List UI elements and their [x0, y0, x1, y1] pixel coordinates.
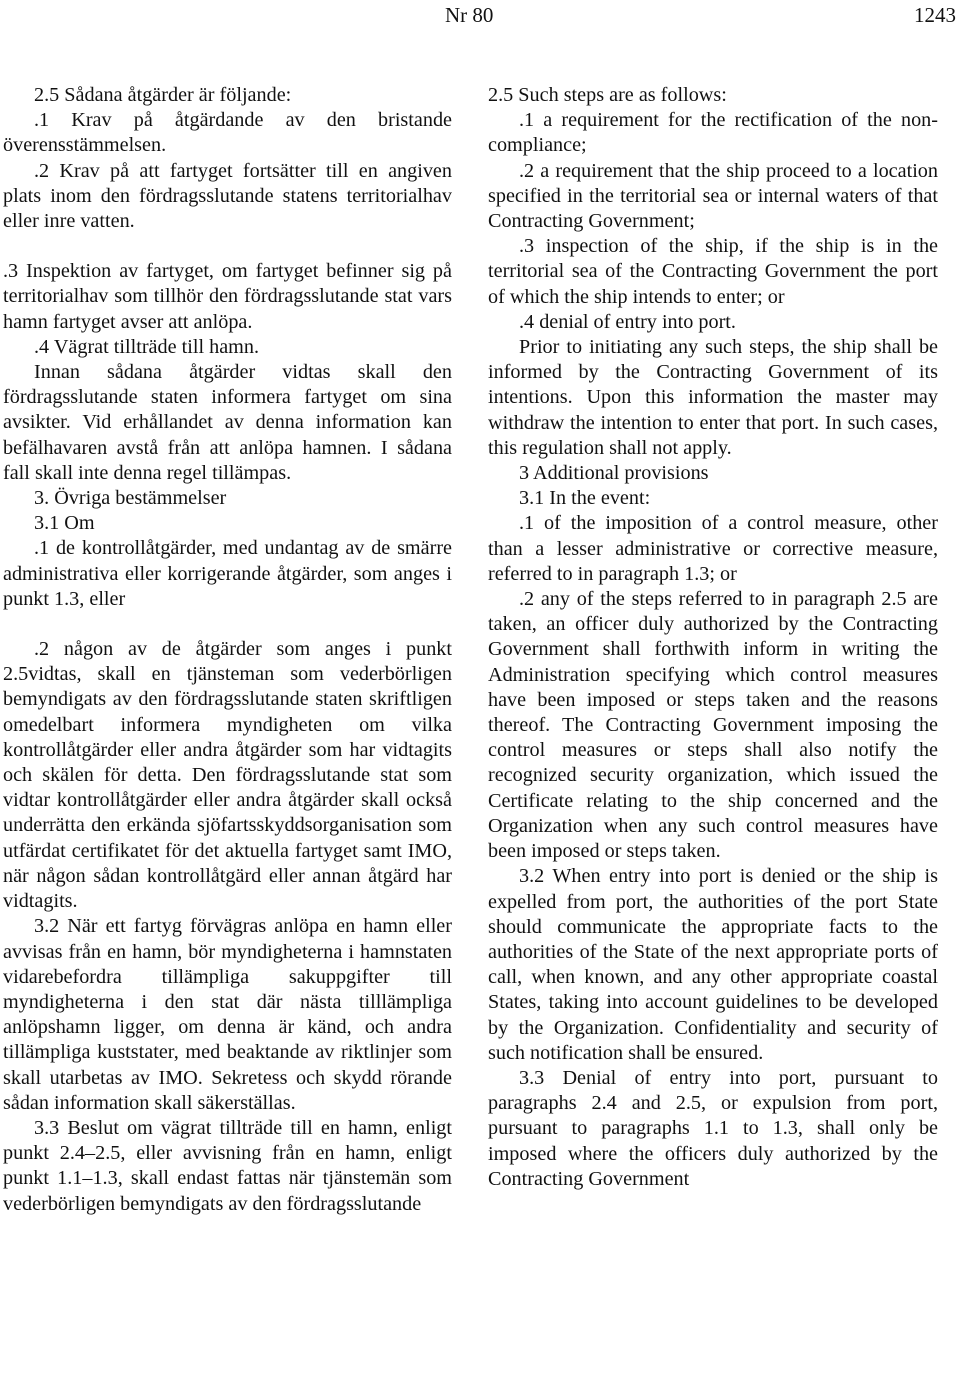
- spacer: [3, 612, 452, 637]
- en-item-3-1-2: .2 any of the steps referred to in paragraph 2.5 are taken, an officer duly authorized by the Contracting Government shall forthwith inform in writing the Administration specifying which control measures have been imposed or steps taken and the reasons thereof. The Contracting Government imposing the control measures or steps shall also notify the recognized security organization, which issued the Certificate relating to the ship concerned and the Organization when any such control measures have been imposed or steps taken.: [488, 588, 938, 863]
- sv-para-prior: Innan sådana åtgärder vidtas skall den fördragsslutande staten informera fartyget om sina avsikter. Vid erhållandet av denna information kan befälhavaren avstå från att anlöpa hamnen. I sådana fall skall inte denna regel tillämpas.: [3, 361, 452, 484]
- en-para-3-2: 3.2 When entry into port is denied or the ship is expelled from port, the authorities of the port State should communicate the appropriate facts to the authorities of the State of the next appropriate ports of call, when known, and any other appropriate coastal States, taking into account guidelines to be developed by the Organization. Confidentiality and security of such notification shall be ensured.: [488, 865, 938, 1064]
- en-item-3: .3 inspection of the ship, if the ship is in the territorial sea of the Contracting Government the port of which the ship intends to enter; or: [488, 235, 938, 308]
- spacer: [3, 234, 452, 259]
- en-item-3-1-1: .1 of the imposition of a control measure, other than a lesser administrative or corrective measure, referred to in paragraph 1.3; or: [488, 512, 938, 585]
- en-para-2-5: 2.5 Such steps are as follows:: [488, 84, 727, 106]
- sv-item-1: .1 Krav på åtgärdande av den bristande överensstämmelsen.: [3, 109, 452, 157]
- issue-number: Nr 80: [445, 3, 494, 27]
- sv-para-3-2: 3.2 När ett fartyg förvägras anlöpa en hamn eller avvisas från en hamn, bör myndigheterna i hamnstaten vidarebefordra tillämpliga sakuppgifter till myndigheterna i den stat där nästa tilllämpliga anlöpshamn ligger, om denna är känd, och andra tillämpliga kuststater, med beaktande av riktlinjer som skall utarbetas av IMO. Sekretess och skydd rörande sådan information skall säkerställas.: [3, 915, 452, 1114]
- en-item-4: .4 denial of entry into port.: [519, 310, 736, 333]
- sv-item-3: .3 Inspektion av fartyget, om fartyget befinner sig på territorialhav som tillhör den fördragsslutande stat vars hamn fartyget avser att anlöpa.: [3, 260, 452, 333]
- sv-item-4: .4 Vägrat tillträde till hamn.: [34, 335, 259, 358]
- sv-para-3-1: 3.1 Om: [34, 512, 95, 535]
- page-header: [0, 0, 960, 34]
- en-para-3-3: 3.3 Denial of entry into port, pursuant to paragraphs 2.4 and 2.5, or expulsion from port, pursuant to paragraphs 1.1 to 1.3, shall only be imposed where the officers duly authorized by the Contracting Government: [488, 1066, 938, 1190]
- en-item-2: .2 a requirement that the ship proceed to a location specified in the territorial sea or internal waters of that Contracting Government;: [488, 159, 938, 233]
- en-heading-3: 3 Additional provisions: [519, 462, 709, 485]
- sv-para-2-5: 2.5 Sådana åtgärder är följande:: [34, 84, 292, 106]
- english-column: [488, 83, 938, 1192]
- swedish-column: [3, 83, 452, 1217]
- en-para-3-1: 3.1 In the event:: [519, 487, 651, 510]
- sv-para-3-3: 3.3 Beslut om vägrat tillträde till en hamn, enligt punkt 2.4–2.5, eller avvisning från en hamn, enligt punkt 1.1–1.3, skall endast fattas när tjänstemän som vederbörligen bemyndigats av den fördragsslutande: [3, 1116, 452, 1215]
- en-para-prior: Prior to initiating any such steps, the ship shall be informed by the Contracting Government of its intentions. Upon this information the master may withdraw the intention to enter that port. In such cases, this regulation shall not apply.: [488, 336, 938, 459]
- sv-item-3-1-2: .2 någon av de åtgärder som anges i punkt 2.5vidtas, skall en tjänsteman som vederbörligen bemyndigats av den fördragsslutande staten skriftligen omedelbart informera myndigheten om vilka kontrollåtgärder eller andra åtgärder som har vidtagits och skälen för detta. Den fördragsslutande stat som vidtar kontrollåtgärder eller andra åtgärder skall också underrätta den erkända sjöfartsskyddsorganisation som utfärdat certifikatet för det aktuella fartyget samt IMO, när någon sådan kontrollåtgärd eller annan åtgärd har vidtagits.: [3, 638, 452, 913]
- en-item-1: .1 a requirement for the rectification of the non-compliance;: [488, 109, 938, 157]
- sv-heading-3: 3. Övriga bestämmelser: [34, 487, 227, 510]
- sv-item-3-1-1: .1 de kontrollåtgärder, med undantag av de smärre administrativa eller korrigerande åtgärder, som anges i punkt 1.3, eller: [3, 537, 452, 610]
- sv-item-2: .2 Krav på att fartyget fortsätter till en angiven plats inom den fördragsslutande statens territorialhav eller inre vatten.: [3, 159, 452, 233]
- page-number: 1243: [914, 3, 956, 27]
